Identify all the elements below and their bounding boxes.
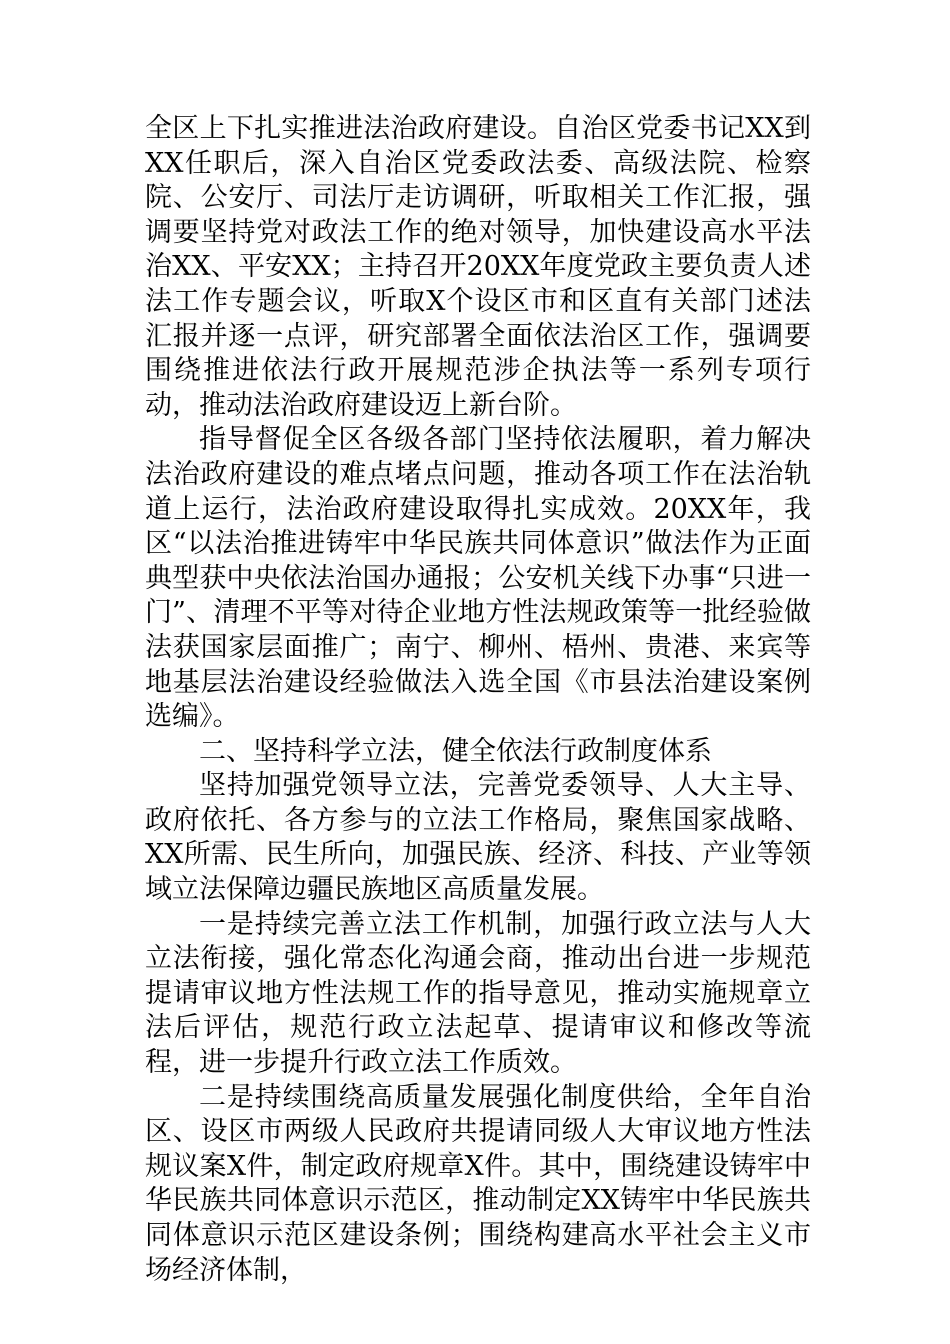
paragraph-institutional-supply: 二是持续围绕高质量发展强化制度供给，全年自治区、设区市两级人民政府共提请同级人大审议地方性法规议案X件，制定政府规章X件。其中，围绕建设铸牢中华民族共同体意识示范区，推动制定XX铸牢中华民族共同体意识示范区建设条例；围绕构建高水平社会主义市场经济体制， [145, 1081, 811, 1286]
paragraph-supervision-results: 指导督促全区各级各部门坚持依法履职，着力解决法治政府建设的难点堵点问题，推动各项工作在法治轨道上运行，法治政府建设取得扎实成效。20XX年，我区“以法治推进铸牢中华民族共同体意识”做法作为正面典型获中央依法治国办通报；公安机关线下办事“只进一门”、清理不平等对待企业地方性法规政策等一批经验做法获国家层面推广；南宁、柳州、梧州、贵港、来宾等地基层法治建设经验做法入选全国《市县法治建设案例选编》。 [145, 424, 811, 733]
document-body [145, 112, 811, 1288]
section-heading-scientific-legislation: 二、坚持科学立法，健全依法行政制度体系 [199, 735, 712, 767]
paragraph-legislative-mechanism: 一是持续完善立法工作机制，加强行政立法与人大立法衔接，强化常态化沟通会商，推动出台进一步规范提请审议地方性法规工作的指导意见，推动实施规章立法后评估，规范行政立法起草、提请审议和修改等流程，进一步提升行政立法工作质效。 [145, 908, 811, 1079]
paragraph-legal-government-leadership: 全区上下扎实推进法治政府建设。自治区党委书记XX到XX任职后，深入自治区党委政法委、高级法院、检察院、公安厅、司法厅走访调研，听取相关工作汇报，强调要坚持党对政法工作的绝对领导，加快建设高水平法治XX、平安XX；主持召开20XX年度党政主要负责人述法工作专题会议，听取X个设区市和区直有关部门述法汇报并逐一点评，研究部署全面依法治区工作，强调要围绕推进依法行政开展规范涉企执法等一系列专项行动，推动法治政府建设迈上新台阶。 [145, 113, 811, 421]
paragraph-party-led-legislation: 坚持加强党领导立法，完善党委领导、人大主导、政府依托、各方参与的立法工作格局，聚焦国家战略、XX所需、民生所向，加强民族、经济、科技、产业等领域立法保障边疆民族地区高质量发展。 [145, 770, 811, 906]
